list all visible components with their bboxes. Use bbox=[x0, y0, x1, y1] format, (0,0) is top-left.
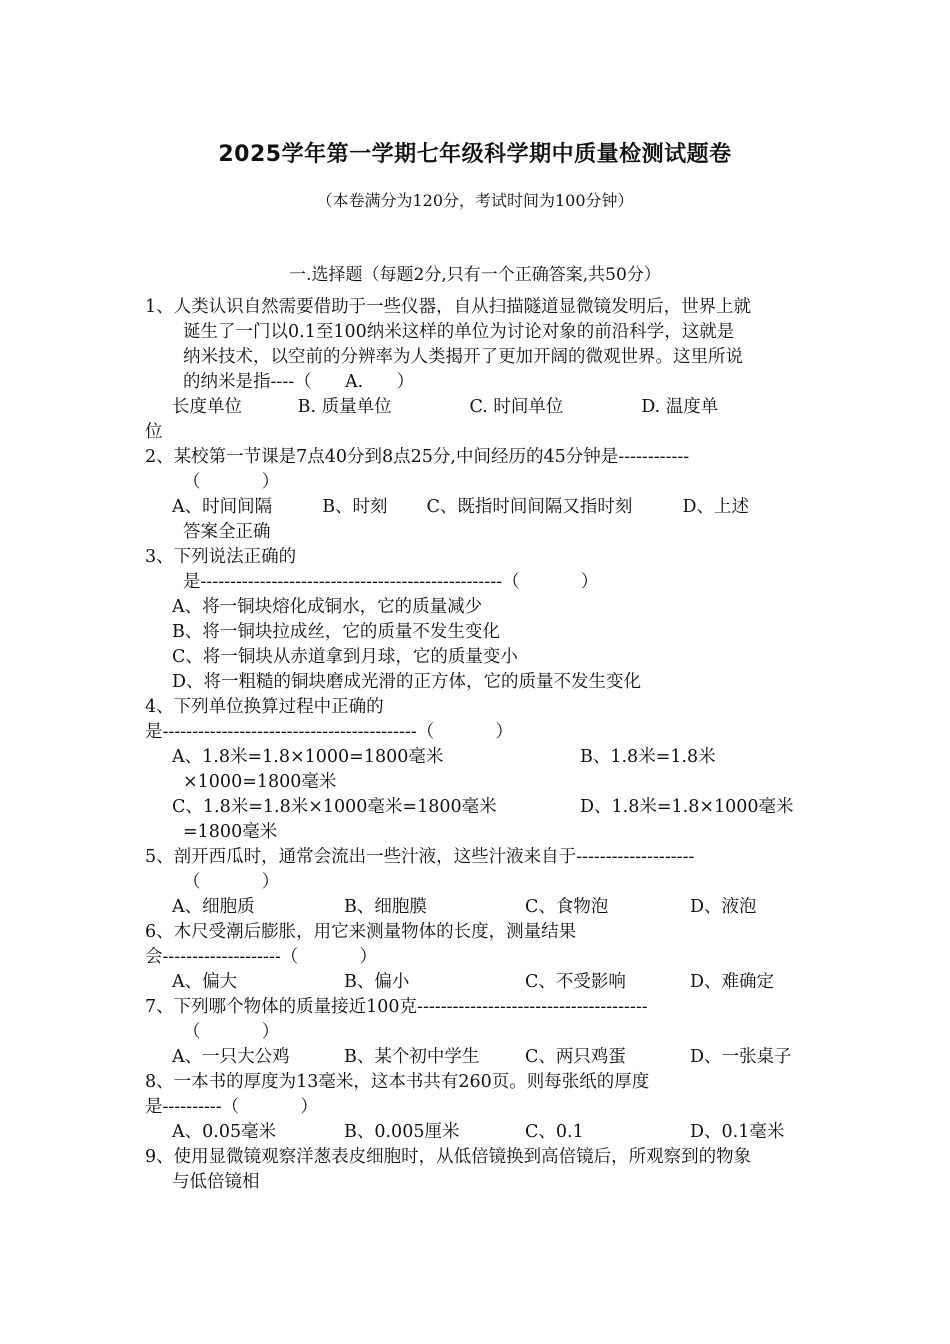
q6-option-b: B、偏小 bbox=[344, 972, 410, 992]
q5-line-1: 5、剖开西瓜时，通常会流出一些汁液，这些汁液来自于-------------------- bbox=[145, 847, 695, 867]
q9-line-2: 与低倍镜相 bbox=[172, 1172, 260, 1192]
q8-option-c: C、0.1 bbox=[525, 1122, 584, 1142]
q7-line-1: 7、下列哪个物体的质量接近100克--------------------------------------- bbox=[145, 997, 648, 1017]
q1-options-wrap: 位 bbox=[145, 422, 163, 442]
exam-subtitle: （本卷满分为120分，考试时间为100分钟） bbox=[316, 191, 634, 210]
exam-title: 2025学年第一学期七年级科学期中质量检测试题卷 bbox=[218, 142, 732, 167]
q4-option-d-wrap: =1800毫米 bbox=[183, 822, 278, 842]
q1-line-4: 的纳米是指----（ A. ） bbox=[183, 372, 415, 392]
q3-option-d: D、将一粗糙的铜块磨成光滑的正方体，它的质量不发生变化 bbox=[172, 672, 642, 692]
q4-line-1: 4、下列单位换算过程中正确的 bbox=[145, 697, 384, 717]
q4-option-d: D、1.8米=1.8×1000毫米 bbox=[580, 797, 794, 817]
q4-option-c: C、1.8米=1.8米×1000毫米=1800毫米 bbox=[172, 797, 497, 817]
q8-line-2: 是----------（ ） bbox=[145, 1097, 318, 1117]
q3-option-a: A、将一铜块熔化成铜水，它的质量减少 bbox=[172, 597, 483, 617]
q7-option-a: A、一只大公鸡 bbox=[172, 1047, 290, 1067]
q7-option-c: C、两只鸡蛋 bbox=[525, 1047, 626, 1067]
q6-option-d: D、难确定 bbox=[690, 972, 775, 992]
q6-line-1: 6、木尺受潮后膨胀，用它来测量物体的长度，测量结果 bbox=[145, 922, 577, 942]
q3-option-c: C、将一铜块从赤道拿到月球，它的质量变小 bbox=[172, 647, 518, 667]
q4-option-a: A、1.8米=1.8×1000=1800毫米 bbox=[172, 747, 444, 767]
q7-answer-blank: （ ） bbox=[183, 1022, 280, 1042]
q1-line-2: 诞生了一门以0.1至100纳米这样的单位为讨论对象的前沿科学，这就是 bbox=[183, 322, 735, 342]
q3-line-2: 是---------------------------------------------------（ ） bbox=[183, 572, 599, 592]
q8-line-1: 8、一本书的厚度为13毫米，这本书共有260页。则每张纸的厚度 bbox=[145, 1072, 650, 1092]
q3-option-b: B、将一铜块拉成丝，它的质量不发生变化 bbox=[172, 622, 500, 642]
q2-options-wrap: 答案全正确 bbox=[183, 522, 271, 542]
q4-option-b-wrap: ×1000=1800毫米 bbox=[183, 772, 337, 792]
q6-option-c: C、不受影响 bbox=[525, 972, 626, 992]
q5-answer-blank: （ ） bbox=[183, 872, 280, 892]
q4-line-2: 是-------------------------------------------（ ） bbox=[145, 722, 513, 742]
q1-options: 长度单位 B. 质量单位 C. 时间单位 D. 温度单 bbox=[172, 397, 719, 417]
q9-line-1: 9、使用显微镜观察洋葱表皮细胞时，从低倍镜换到高倍镜后，所观察到的物象 bbox=[145, 1147, 752, 1167]
q6-option-a: A、偏大 bbox=[172, 972, 238, 992]
q5-option-b: B、细胞膜 bbox=[344, 897, 427, 917]
q2-answer-blank: （ ） bbox=[183, 472, 280, 492]
q2-options: A、时间间隔 B、时刻 C、既指时间间隔又指时刻 D、上述 bbox=[172, 497, 749, 517]
q2-line-1: 2、某校第一节课是7点40分到8点25分,中间经历的45分钟是------------ bbox=[145, 447, 690, 467]
q8-option-d: D、0.1毫米 bbox=[690, 1122, 785, 1142]
q7-option-b: B、某个初中学生 bbox=[344, 1047, 480, 1067]
q7-option-d: D、一张桌子 bbox=[690, 1047, 792, 1067]
section-heading: 一.选择题（每题2分,只有一个正确答案,共50分） bbox=[289, 265, 661, 285]
q8-option-a: A、0.05毫米 bbox=[172, 1122, 277, 1142]
q8-option-b: B、0.005厘米 bbox=[344, 1122, 460, 1142]
q5-option-d: D、液泡 bbox=[690, 897, 757, 917]
q1-line-1: 1、人类认识自然需要借助于一些仪器，自从扫描隧道显微镜发明后，世界上就 bbox=[145, 297, 752, 317]
q6-line-2: 会--------------------（ ） bbox=[145, 947, 377, 967]
q1-line-3: 纳米技术，以空前的分辨率为人类揭开了更加开阔的微观世界。这里所说 bbox=[183, 347, 743, 367]
q3-line-1: 3、下列说法正确的 bbox=[145, 547, 297, 567]
q5-option-a: A、细胞质 bbox=[172, 897, 255, 917]
q5-option-c: C、食物泡 bbox=[525, 897, 609, 917]
q4-option-b: B、1.8米=1.8米 bbox=[580, 747, 716, 767]
